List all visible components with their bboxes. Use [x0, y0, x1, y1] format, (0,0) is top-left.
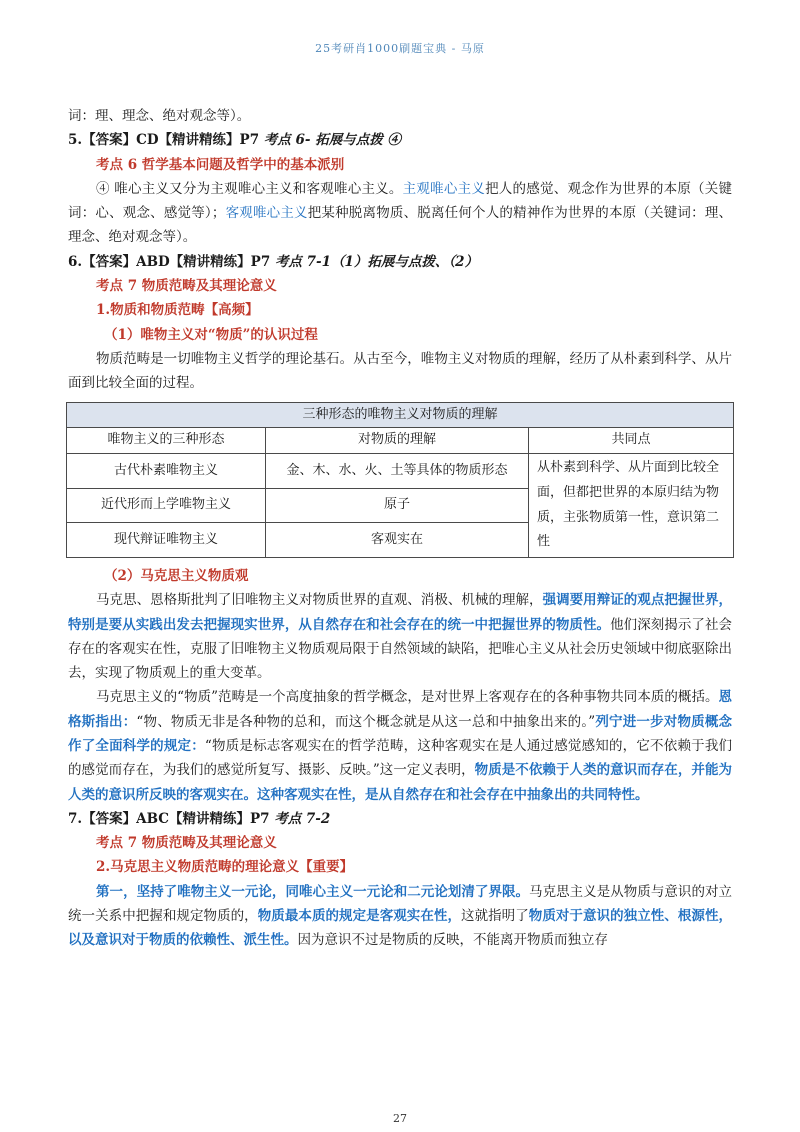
table-cell: 现代辩证唯物主义	[67, 523, 266, 558]
table-cell: 金、木、水、火、土等具体的物质形态	[266, 454, 529, 489]
answer-5-section: 考点 6 哲学基本问题及哲学中的基本派别	[96, 156, 345, 173]
text: 马克思主义是从物质与意识的对立统一关系中把握和规定物质的，	[68, 883, 733, 925]
table-title: 三种形态的唯物主义对物质的理解	[67, 402, 734, 428]
highlight-text: 列宁进一步对物质概念作了全面科学的规定：	[68, 713, 733, 754]
table-common-cell: 从朴素到科学、从片面到比较全面，但都把世界的本原归结为物质，主张物质第一性，意识第二性	[529, 454, 734, 558]
text: “物质是标志客观实在的哲学范畴，这种客观实在是人通过感觉感知的，它不依赖于我们的感觉而存在，为我们的感觉所复写、摄影、反映。”这一定义表明，	[68, 737, 733, 779]
answer-7-section: 考点 7 物质范畴及其理论意义	[96, 835, 277, 852]
answer-6-subsubheading: （1）唯物主义对“物质”的认识过程	[104, 326, 318, 343]
table-cell: 原子	[266, 488, 529, 523]
materialism-table	[66, 402, 734, 558]
answer-6-paragraph-2	[68, 588, 732, 685]
text: 把某种脱离物质、脱离任何个人的精神作为世界的本原（关键词：理、理念、绝对观念等）。	[68, 205, 733, 246]
text: 他们深刻揭示了社会存在的客观实在性，克服了旧唯物主义物质观局限于自然领域的缺陷，把唯心主义从社会历史领域中彻底驱除出去，实现了物质观上的重大变革。	[68, 616, 733, 682]
answer-7-label: 7.【答案】ABC【精讲精练】P7	[68, 810, 275, 827]
highlight-term: 主观唯心主义	[402, 180, 486, 197]
highlight-text: 物质最本质的规定是客观实在性，	[257, 908, 462, 925]
answer-6-subheading: 1.物质和物质范畴【高频】	[96, 302, 259, 319]
answer-5-ref: 考点 6- 拓展与点拨 ④	[263, 132, 401, 149]
answer-6-section: 考点 7 物质范畴及其理论意义	[96, 278, 277, 295]
answer-6-paragraph-3	[68, 685, 732, 806]
text: “物、物质无非是各种物的总和，而这个概念就是从这一总和中抽象出来的。”	[136, 713, 596, 730]
highlight-text: 第一，坚持了唯物主义一元论，同唯心主义一元论和二元论划清了界限。	[96, 883, 530, 900]
highlight-text: 物质是不依赖于人类的意识而存在，并能为人类的意识所反映的客观实在。这种客观实在性，是从自然存在和社会存在中抽象出的共同特性。	[68, 762, 733, 803]
answer-6-subsubheading-2: （2）马克思主义物质观	[104, 567, 249, 584]
answer-7-subheading: 2.马克思主义物质范畴的理论意义【重要】	[96, 859, 354, 876]
text: 马克思、恩格斯批判了旧唯物主义对物质世界的直观、消极、机械的理解，	[96, 592, 543, 609]
answer-6-intro: 物质范畴是一切唯物主义哲学的理论基石。从古至今，唯物主义对物质的理解，经历了从朴素到科学、从片面到比较全面的过程。	[68, 350, 732, 392]
answer-7-ref: 考点 7-2	[274, 810, 331, 827]
answer-7-title	[68, 807, 732, 831]
table-cell: 近代形而上学唯物主义	[67, 488, 266, 523]
answer-5-paragraph	[68, 177, 732, 250]
page-header: 25考研肖1000刷题宝典 - 马原	[315, 42, 485, 55]
table-cell: 古代朴素唯物主义	[67, 454, 266, 489]
continuation-line: 词：理、理念、绝对观念等）。	[68, 108, 251, 124]
text: 马克思主义的“物质”范畴是一个高度抽象的哲学概念，是对世界上客观存在的各种事物共同本质的概括。	[96, 689, 719, 706]
table-row	[67, 454, 734, 489]
table-header: 唯物主义的三种形态	[67, 428, 266, 454]
page-number: 27	[393, 1112, 407, 1125]
highlight-text: 强调要用辩证的观点把握世界，特别是要从实践出发去把握现实世界，从自然存在和社会存在的统一中把握世界的物质性。	[68, 592, 733, 633]
highlight-text: 物质对于意识的独立性、根源性，以及意识对于物质的依赖性、派生性。	[68, 908, 733, 949]
table-cell: 客观实在	[266, 523, 529, 558]
highlight-term: 客观唯心主义	[225, 205, 308, 222]
text: ④ 唯心主义又分为主观唯心主义和客观唯心主义。	[96, 180, 403, 197]
table-header: 对物质的理解	[266, 428, 529, 454]
highlight-text: 恩格斯指出：	[68, 689, 732, 730]
answer-6-label: 6.【答案】ABD【精讲精练】P7	[68, 253, 275, 270]
answer-5-title	[68, 128, 732, 152]
text: 因为意识不过是物质的反映，不能离开物质而独立存	[297, 932, 608, 949]
table-header: 共同点	[529, 428, 734, 454]
answer-6-title	[68, 250, 732, 274]
text: 把人的感觉、观念作为世界的本原（关键词：心、观念、感觉等）；	[68, 180, 733, 222]
text: 这就指明了	[461, 908, 529, 925]
answer-5-label: 5.【答案】CD【精讲精练】P7	[68, 132, 264, 149]
answer-6-ref: 考点 7-1（1）拓展与点拨、（2）	[274, 253, 479, 270]
answer-7-paragraph	[68, 880, 732, 953]
page-content	[68, 104, 732, 953]
